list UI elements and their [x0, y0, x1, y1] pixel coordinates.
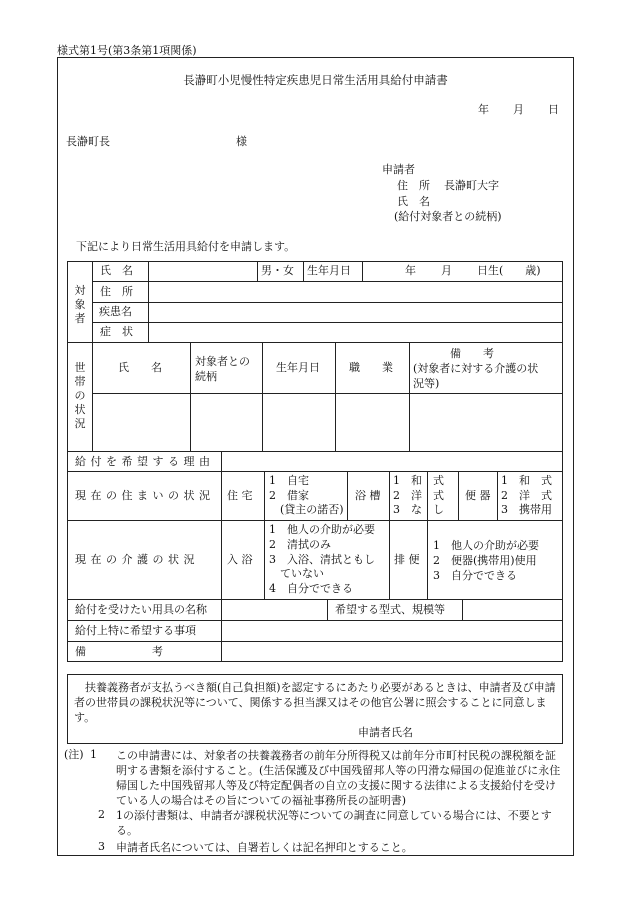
excretion-options: 1 他人の介助が必要 2 便器(携帯用)使用 3 自分でできる [433, 539, 539, 582]
notes-prefix: (注) [64, 748, 84, 761]
toilet-label: 便 器 [465, 489, 491, 502]
subject-birth-year: 年 [405, 264, 416, 277]
bathing-options: 1 他人の介助が必要 2 清拭のみ 3 入浴、清拭ともし ていない 4 自分でできる [269, 523, 375, 596]
intro-text: 下記により日常生活用具給付を申請します。 [76, 240, 296, 253]
date-day: 日 [548, 103, 559, 116]
note-2-number: 2 [98, 808, 105, 821]
household-col-job: 職 業 [349, 361, 393, 374]
special-request-label: 給付上特に希望する事項 [75, 624, 196, 637]
subject-symptom-label: 症 状 [100, 325, 133, 338]
applicant-address-label: 住 所 [397, 179, 430, 192]
note-3-text: 申請者氏名については、自署若しくは記名押印とすること。 [116, 841, 413, 854]
date-year: 年 [478, 103, 489, 116]
model-label: 希望する型式、規模等 [335, 603, 445, 616]
subject-sex: 男・女 [261, 264, 294, 277]
bath-label: 浴 槽 [355, 489, 381, 502]
date-month: 月 [513, 103, 524, 116]
note-2-text: 1の添付書類は、申請者が課税状況等についての調査に同意している場合には、不要とする。 [116, 809, 552, 837]
household-col-birth: 生年月日 [276, 361, 320, 374]
subject-section-label: 対象者 [74, 284, 86, 325]
residence-label: 現在の住まいの状況 [75, 489, 215, 502]
excretion-label: 排 便 [394, 553, 420, 566]
household-col-name: 氏 名 [118, 361, 162, 374]
bathing-label: 入 浴 [227, 553, 253, 566]
subject-name-label: 氏 名 [100, 264, 133, 277]
equipment-label: 給付を受けたい用具の名称 [75, 603, 207, 616]
applicant-label: 申請者 [382, 163, 415, 176]
applicant-address-value: 長瀞町大字 [444, 179, 499, 192]
consent-signature-label: 申請者氏名 [358, 726, 413, 739]
housing-label: 住 宅 [227, 489, 253, 502]
household-col-remarks-note: (対象者に対する介護の状 況等) [413, 362, 539, 390]
addressee-name: 長瀞町長 [66, 135, 110, 148]
form-number: 様式第1号(第3条第1項関係) [57, 44, 197, 57]
remarks-label: 備 考 [75, 645, 163, 658]
subject-address-label: 住 所 [100, 285, 133, 298]
household-col-relation: 対象者との 続柄 [195, 355, 250, 383]
subject-birth-tail: 日生( 歳) [477, 264, 541, 277]
note-1-text: この申請書には、対象者の扶養義務者の前年分所得税又は前年分市町村民税の課税額を証明する書類を添付すること。(生活保護及び中国残留邦人等の円滑な帰国の促進並びに永住帰国した中国残留邦人等及び特定配偶者の自立の支援に関する法律による支援給付を受けている人の場合はその旨についての福祉事務所長の証明書) [116, 749, 561, 807]
applicant-relation: (給付対象者との続柄) [394, 210, 502, 223]
reason-label: 給付を希望する理由 [75, 455, 215, 468]
form-title: 長瀞町小児慢性特定疾患児日常生活用具給付申請書 [183, 73, 448, 87]
note-1-number: 1 [90, 748, 97, 761]
subject-disease-label: 疾患名 [99, 305, 132, 318]
subject-birth-month: 月 [441, 264, 452, 277]
bath-options: 1 和 式 2 洋 式 3 な し [393, 474, 444, 516]
household-col-remarks-title: 備 考 [450, 347, 494, 360]
housing-options: 1 自宅 2 借家 (貸主の諾否) [269, 474, 344, 516]
household-section-label: 世帯の状況 [74, 361, 86, 430]
addressee-honorific: 様 [236, 135, 247, 148]
subject-birth-label: 生年月日 [307, 264, 351, 277]
applicant-name-label: 氏 名 [397, 195, 430, 208]
toilet-options: 1 和 式 2 洋 式 3 携帯用 [501, 474, 552, 516]
care-label: 現在の介護の状況 [75, 553, 199, 566]
consent-text: 扶養義務者が支払うべき額(自己負担額)を認定するにあたり必要があるときは、申請者及び申請者の世帯員の課税状況等について、関係する担当課又はその他官公署に照会することに同意します。 [74, 681, 556, 724]
note-3-number: 3 [98, 840, 105, 853]
